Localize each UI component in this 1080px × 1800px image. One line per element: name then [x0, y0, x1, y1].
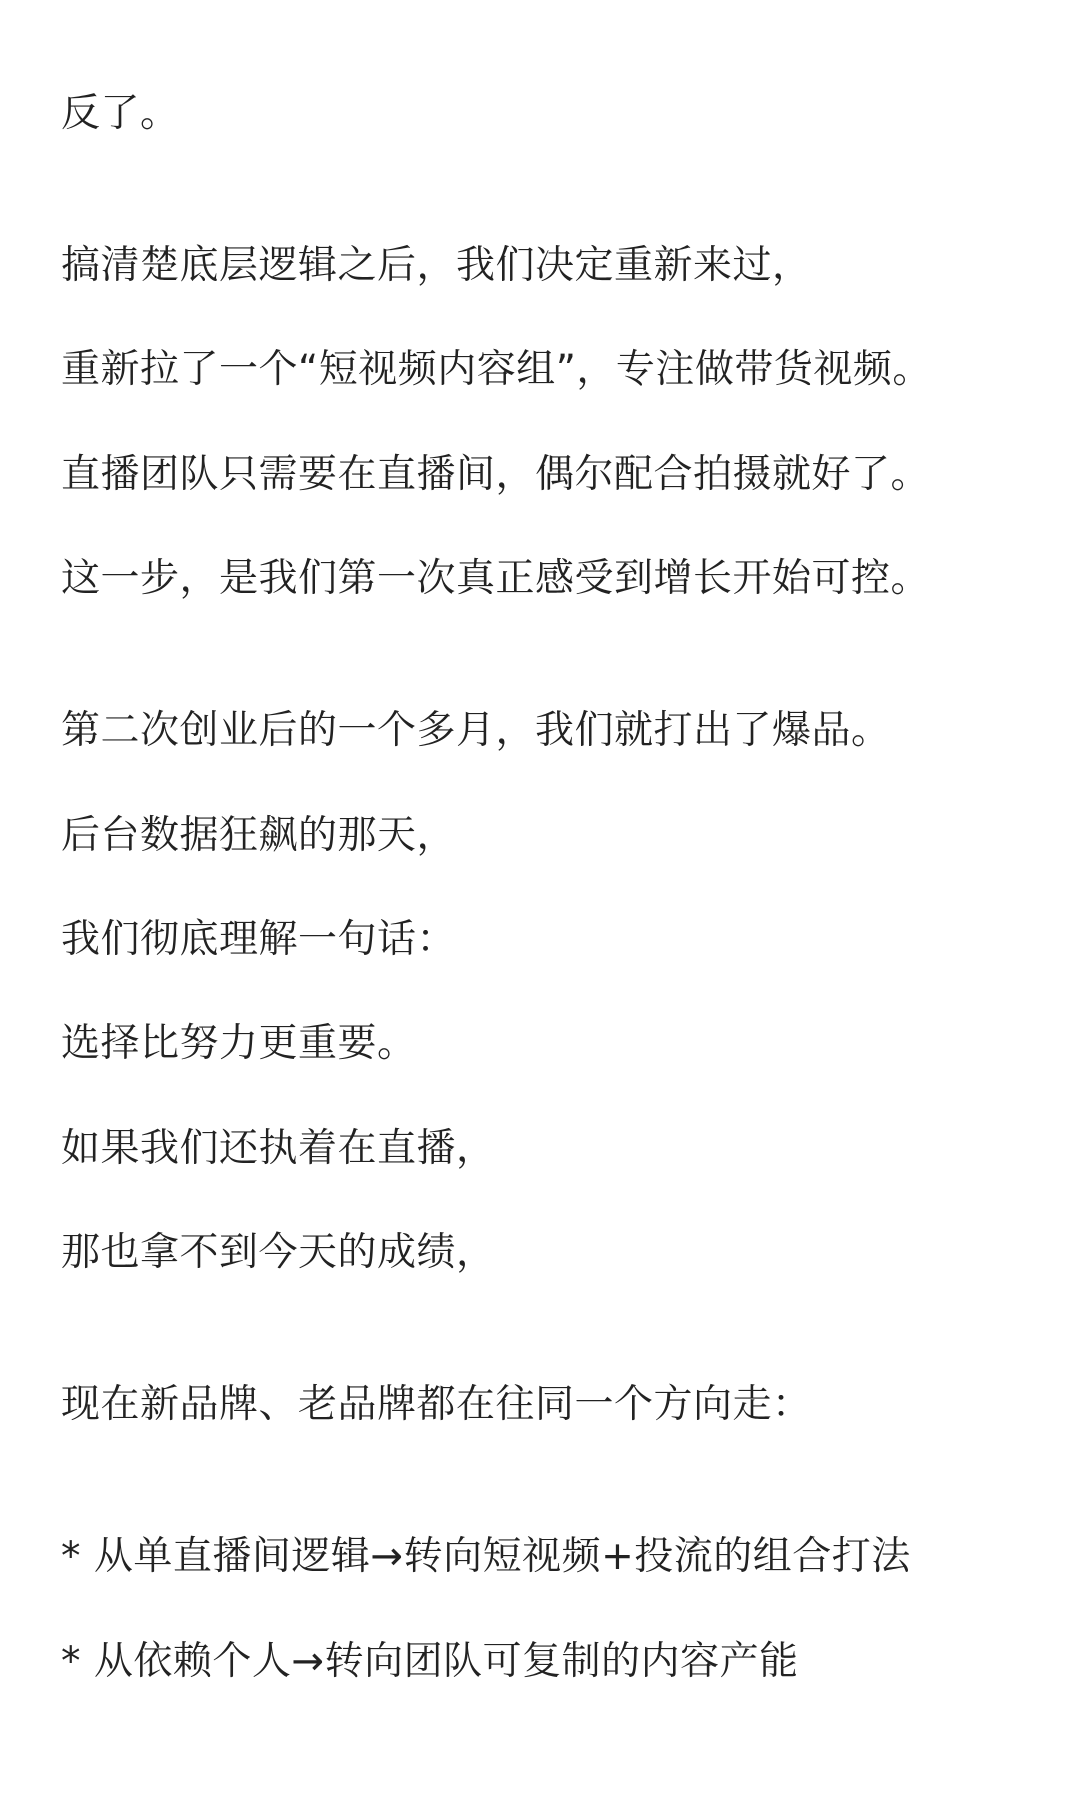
paragraph-line: 重新拉了一个“短视频内容组”，专注做带货视频。 — [61, 347, 932, 392]
paragraph-line: 第二次创业后的一个多月，我们就打出了爆品。 — [61, 708, 891, 753]
paragraph-line: 后台数据狂飙的那天， — [61, 813, 457, 858]
bullet-item: * 从单直播间逻辑→转向短视频+投流的组合打法 — [61, 1534, 911, 1579]
paragraph-line: 那也拿不到今天的成绩， — [61, 1230, 496, 1275]
paragraph-line: 我们彻底理解一句话： — [61, 917, 457, 962]
paragraph-line: 搞清楚底层逻辑之后，我们决定重新来过， — [61, 243, 812, 288]
paragraph-line: 选择比努力更重要。 — [61, 1021, 417, 1066]
paragraph-line: 反了。 — [61, 91, 180, 136]
paragraph-line: 直播团队只需要在直播间，偶尔配合拍摄就好了。 — [61, 452, 931, 497]
paragraph-line: 这一步，是我们第一次真正感受到增长开始可控。 — [61, 556, 931, 601]
paragraph-line: 如果我们还执着在直播， — [61, 1126, 496, 1171]
paragraph-line: 现在新品牌、老品牌都在往同一个方向走： — [61, 1382, 812, 1427]
bullet-item: * 从依赖个人→转向团队可复制的内容产能 — [61, 1639, 799, 1684]
